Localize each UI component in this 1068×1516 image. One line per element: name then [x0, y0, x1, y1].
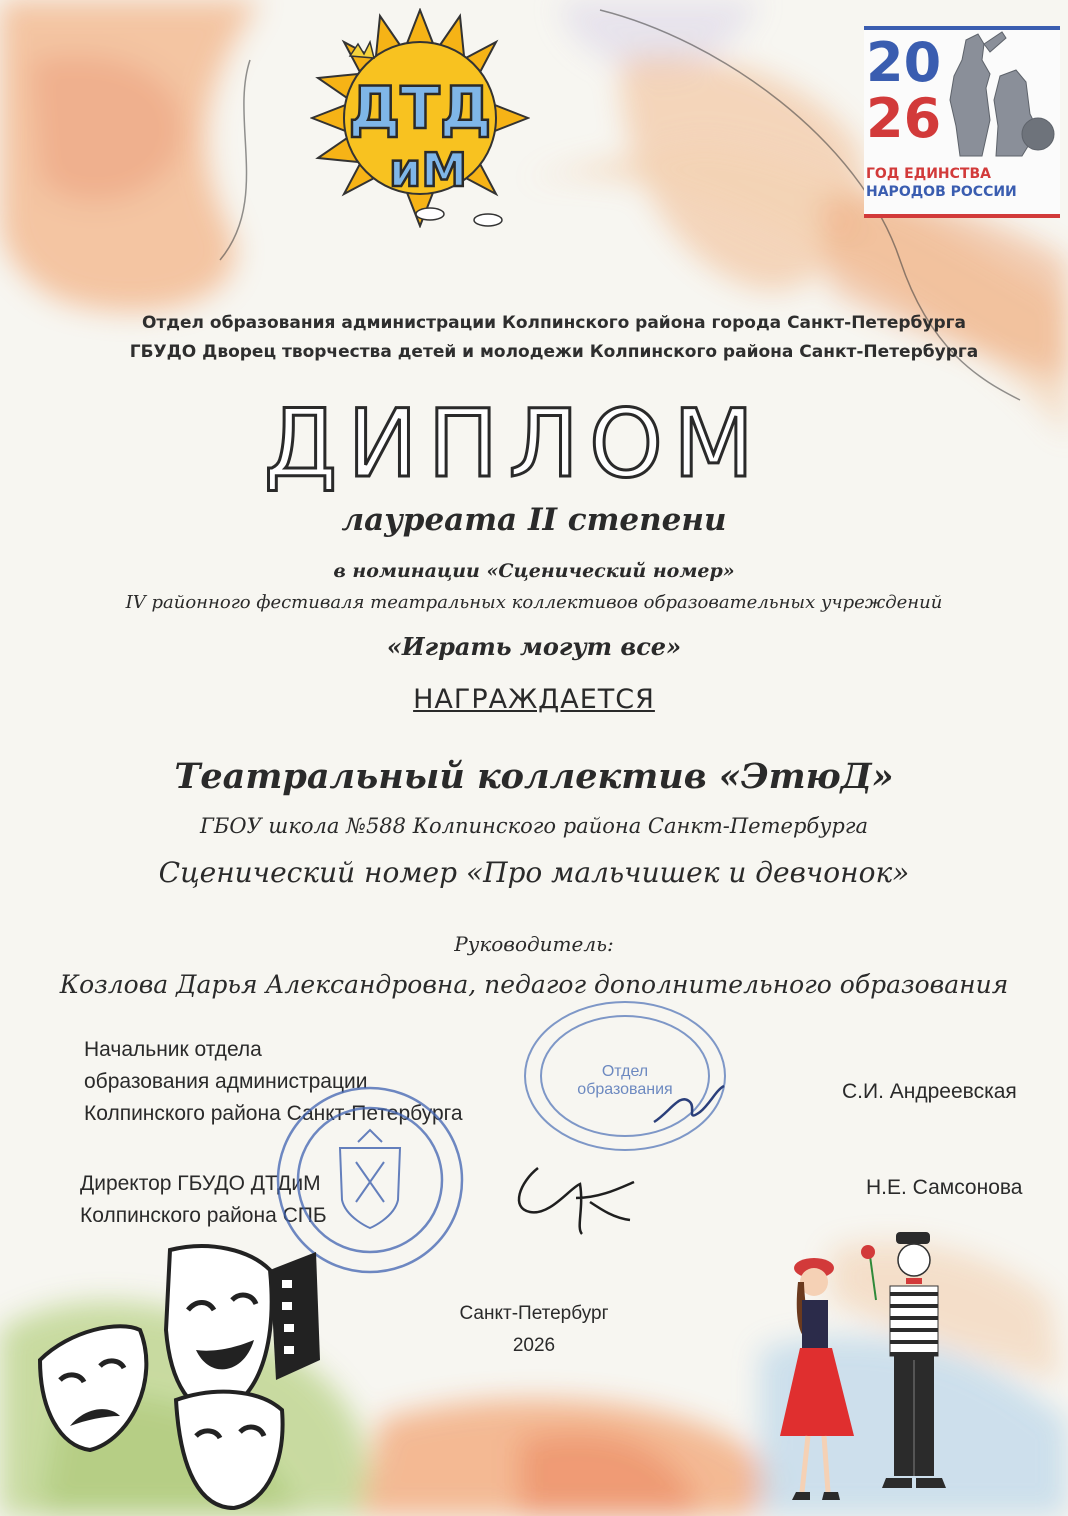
festival-line: IV районного фестиваля театральных коллективов образовательных учреждений	[125, 592, 943, 613]
school-line: ГБОУ школа №588 Колпинского района Санкт-Петербурга	[200, 814, 868, 838]
badge-caption-line1: ГОД ЕДИНСТВА	[866, 166, 991, 182]
leader-name: Козлова Дарья Александровна, педагог дополнительного образования	[59, 970, 1009, 999]
performance-line: Сценический номер «Про мальчишек и девчонок»	[158, 856, 910, 889]
logo-text-top: ДТД	[348, 74, 492, 142]
stamp-text-line-1: Отдел	[601, 1063, 649, 1080]
signatory-2-name: Н.Е. Самсонова	[866, 1176, 1023, 1199]
issue-year: 2026	[512, 1335, 556, 1356]
theatre-masks-illustration	[20, 1240, 320, 1510]
badge-caption-line2: НАРОДОВ РОССИИ	[866, 184, 1017, 200]
diploma-title	[234, 390, 794, 500]
signatory-1-position-line-3: Колпинского района Санкт-Петербурга	[84, 1102, 463, 1125]
dtdim-logo	[310, 8, 530, 228]
city: Санкт-Петербург	[459, 1303, 609, 1324]
girl-figure-icon	[780, 1258, 854, 1500]
issuer-line-1: Отдел образования администрации Колпинского района города Санкт-Петербурга	[141, 313, 966, 333]
festival-name: «Играть могут все»	[386, 632, 682, 661]
signatory-1-position-line-2: образования администрации	[84, 1070, 368, 1093]
signatory-2-position-line-1: Директор ГБУДО ДТДиМ	[80, 1172, 321, 1195]
logo-text-bottom: иМ	[388, 143, 468, 197]
diploma-title-text: ДИПЛОМ	[263, 390, 765, 499]
monument-icon	[926, 30, 1058, 158]
recipient-name: Театральный коллектив «ЭтюД»	[174, 756, 894, 797]
year-of-unity-badge	[864, 26, 1060, 218]
signatory-1-name: С.И. Андреевская	[842, 1080, 1017, 1103]
awarded-label: НАГРАЖДАЕТСЯ	[413, 684, 655, 715]
stamp-text-line-2: образования	[577, 1081, 673, 1098]
badge-year-top: 20	[866, 31, 942, 94]
signatory-2-position-line-2: Колпинского района СПБ	[80, 1204, 327, 1227]
signature-1	[650, 1082, 730, 1132]
signatory-1-position-line-1: Начальник отдела	[84, 1038, 262, 1061]
crown-icon	[350, 42, 374, 58]
sneakers-icon	[416, 208, 502, 226]
issuer-line-2: ГБУДО Дворец творчества детей и молодежи Колпинского района Санкт-Петербурга	[129, 342, 979, 362]
sad-mask-icon	[176, 1392, 283, 1508]
leader-label: Руководитель:	[454, 932, 614, 956]
department-stamp	[518, 996, 732, 1156]
coat-of-arms-icon	[340, 1130, 400, 1228]
nomination-line: в номинации «Сценический номер»	[333, 560, 735, 582]
mime-couple-illustration	[770, 1230, 970, 1510]
signature-2	[510, 1158, 640, 1244]
laureate-degree: лауреата II степени	[341, 502, 727, 538]
badge-year-bottom: 26	[866, 87, 942, 150]
